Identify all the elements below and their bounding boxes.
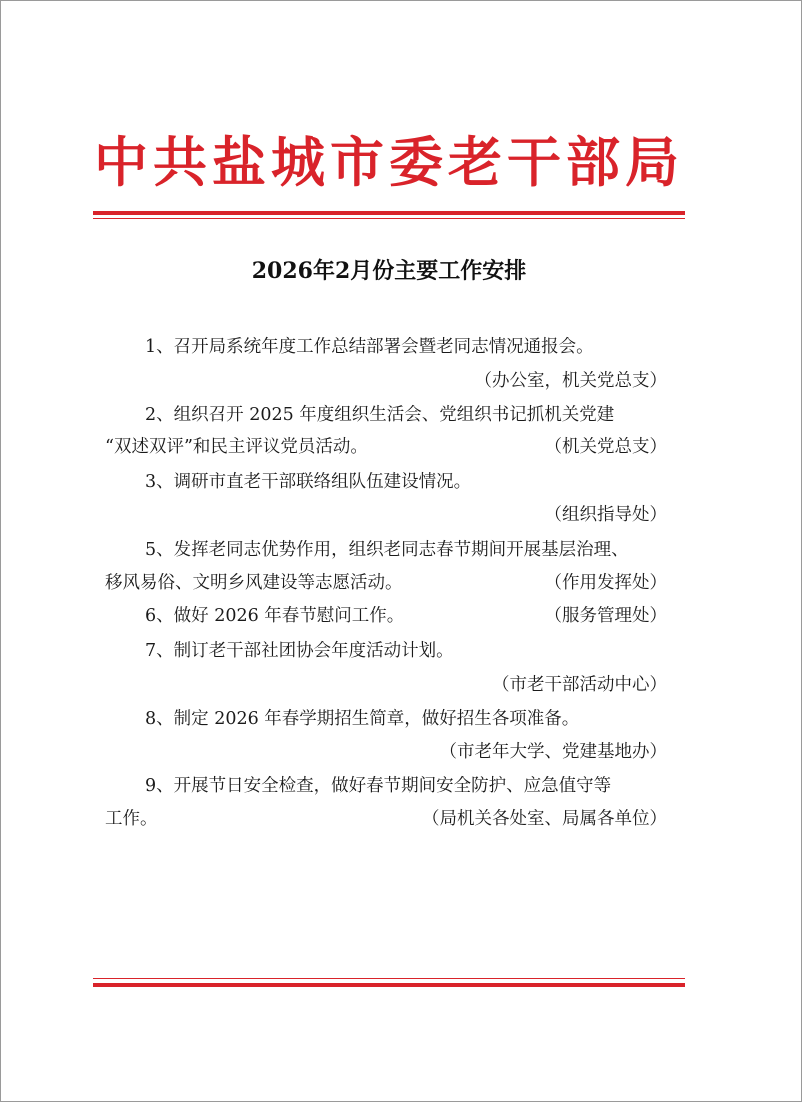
item-5-dept: （作用发挥处）: [544, 573, 667, 593]
item-5-line-1: 5、发挥老同志优势作用，组织老同志春节期间开展基层治理、: [145, 540, 629, 560]
masthead-rule-thin: [93, 218, 685, 219]
item-6-line-1: 6、做好 2026 年春节慰问工作。: [145, 606, 405, 626]
footer-rule-thin: [93, 978, 685, 979]
item-2-line-1: 2、组织召开 2025 年度组织生活会、党组织书记抓机关党建: [145, 405, 615, 425]
document-title: 2026年2月份主要工作安排: [251, 258, 527, 284]
item-2-dept: （机关党总支）: [544, 437, 667, 457]
footer-rule-thick: [93, 983, 685, 987]
item-3-dept: （组织指导处）: [544, 505, 667, 525]
item-8-line-1: 8、制定 2026 年春学期招生简章，做好招生各项准备。: [145, 709, 580, 729]
item-1-dept: （办公室，机关党总支）: [474, 371, 667, 391]
masthead-org-name: 中共盐城市委老干部局: [94, 130, 684, 194]
item-9-line-2: 工作。: [105, 809, 158, 829]
item-5-line-2: 移风易俗、文明乡风建设等志愿活动。: [105, 573, 403, 593]
item-9-line-1: 9、开展节日安全检查，做好春节期间安全防护、应急值守等: [145, 776, 612, 796]
masthead-rule-thick: [93, 211, 685, 215]
item-2-line-2: “双述双评”和民主评议党员活动。: [105, 437, 368, 457]
item-7-dept: （市老干部活动中心）: [492, 675, 667, 695]
item-8-dept: （市老年大学、党建基地办）: [439, 742, 667, 762]
item-9-dept: （局机关各处室、局属各单位）: [422, 809, 667, 829]
item-1-line-1: 1、召开局系统年度工作总结部署会暨老同志情况通报会。: [145, 337, 594, 357]
item-3-line-1: 3、调研市直老干部联络组队伍建设情况。: [145, 472, 472, 492]
item-6-dept: （服务管理处）: [544, 606, 667, 626]
item-7-line-1: 7、制订老干部社团协会年度活动计划。: [145, 641, 454, 661]
